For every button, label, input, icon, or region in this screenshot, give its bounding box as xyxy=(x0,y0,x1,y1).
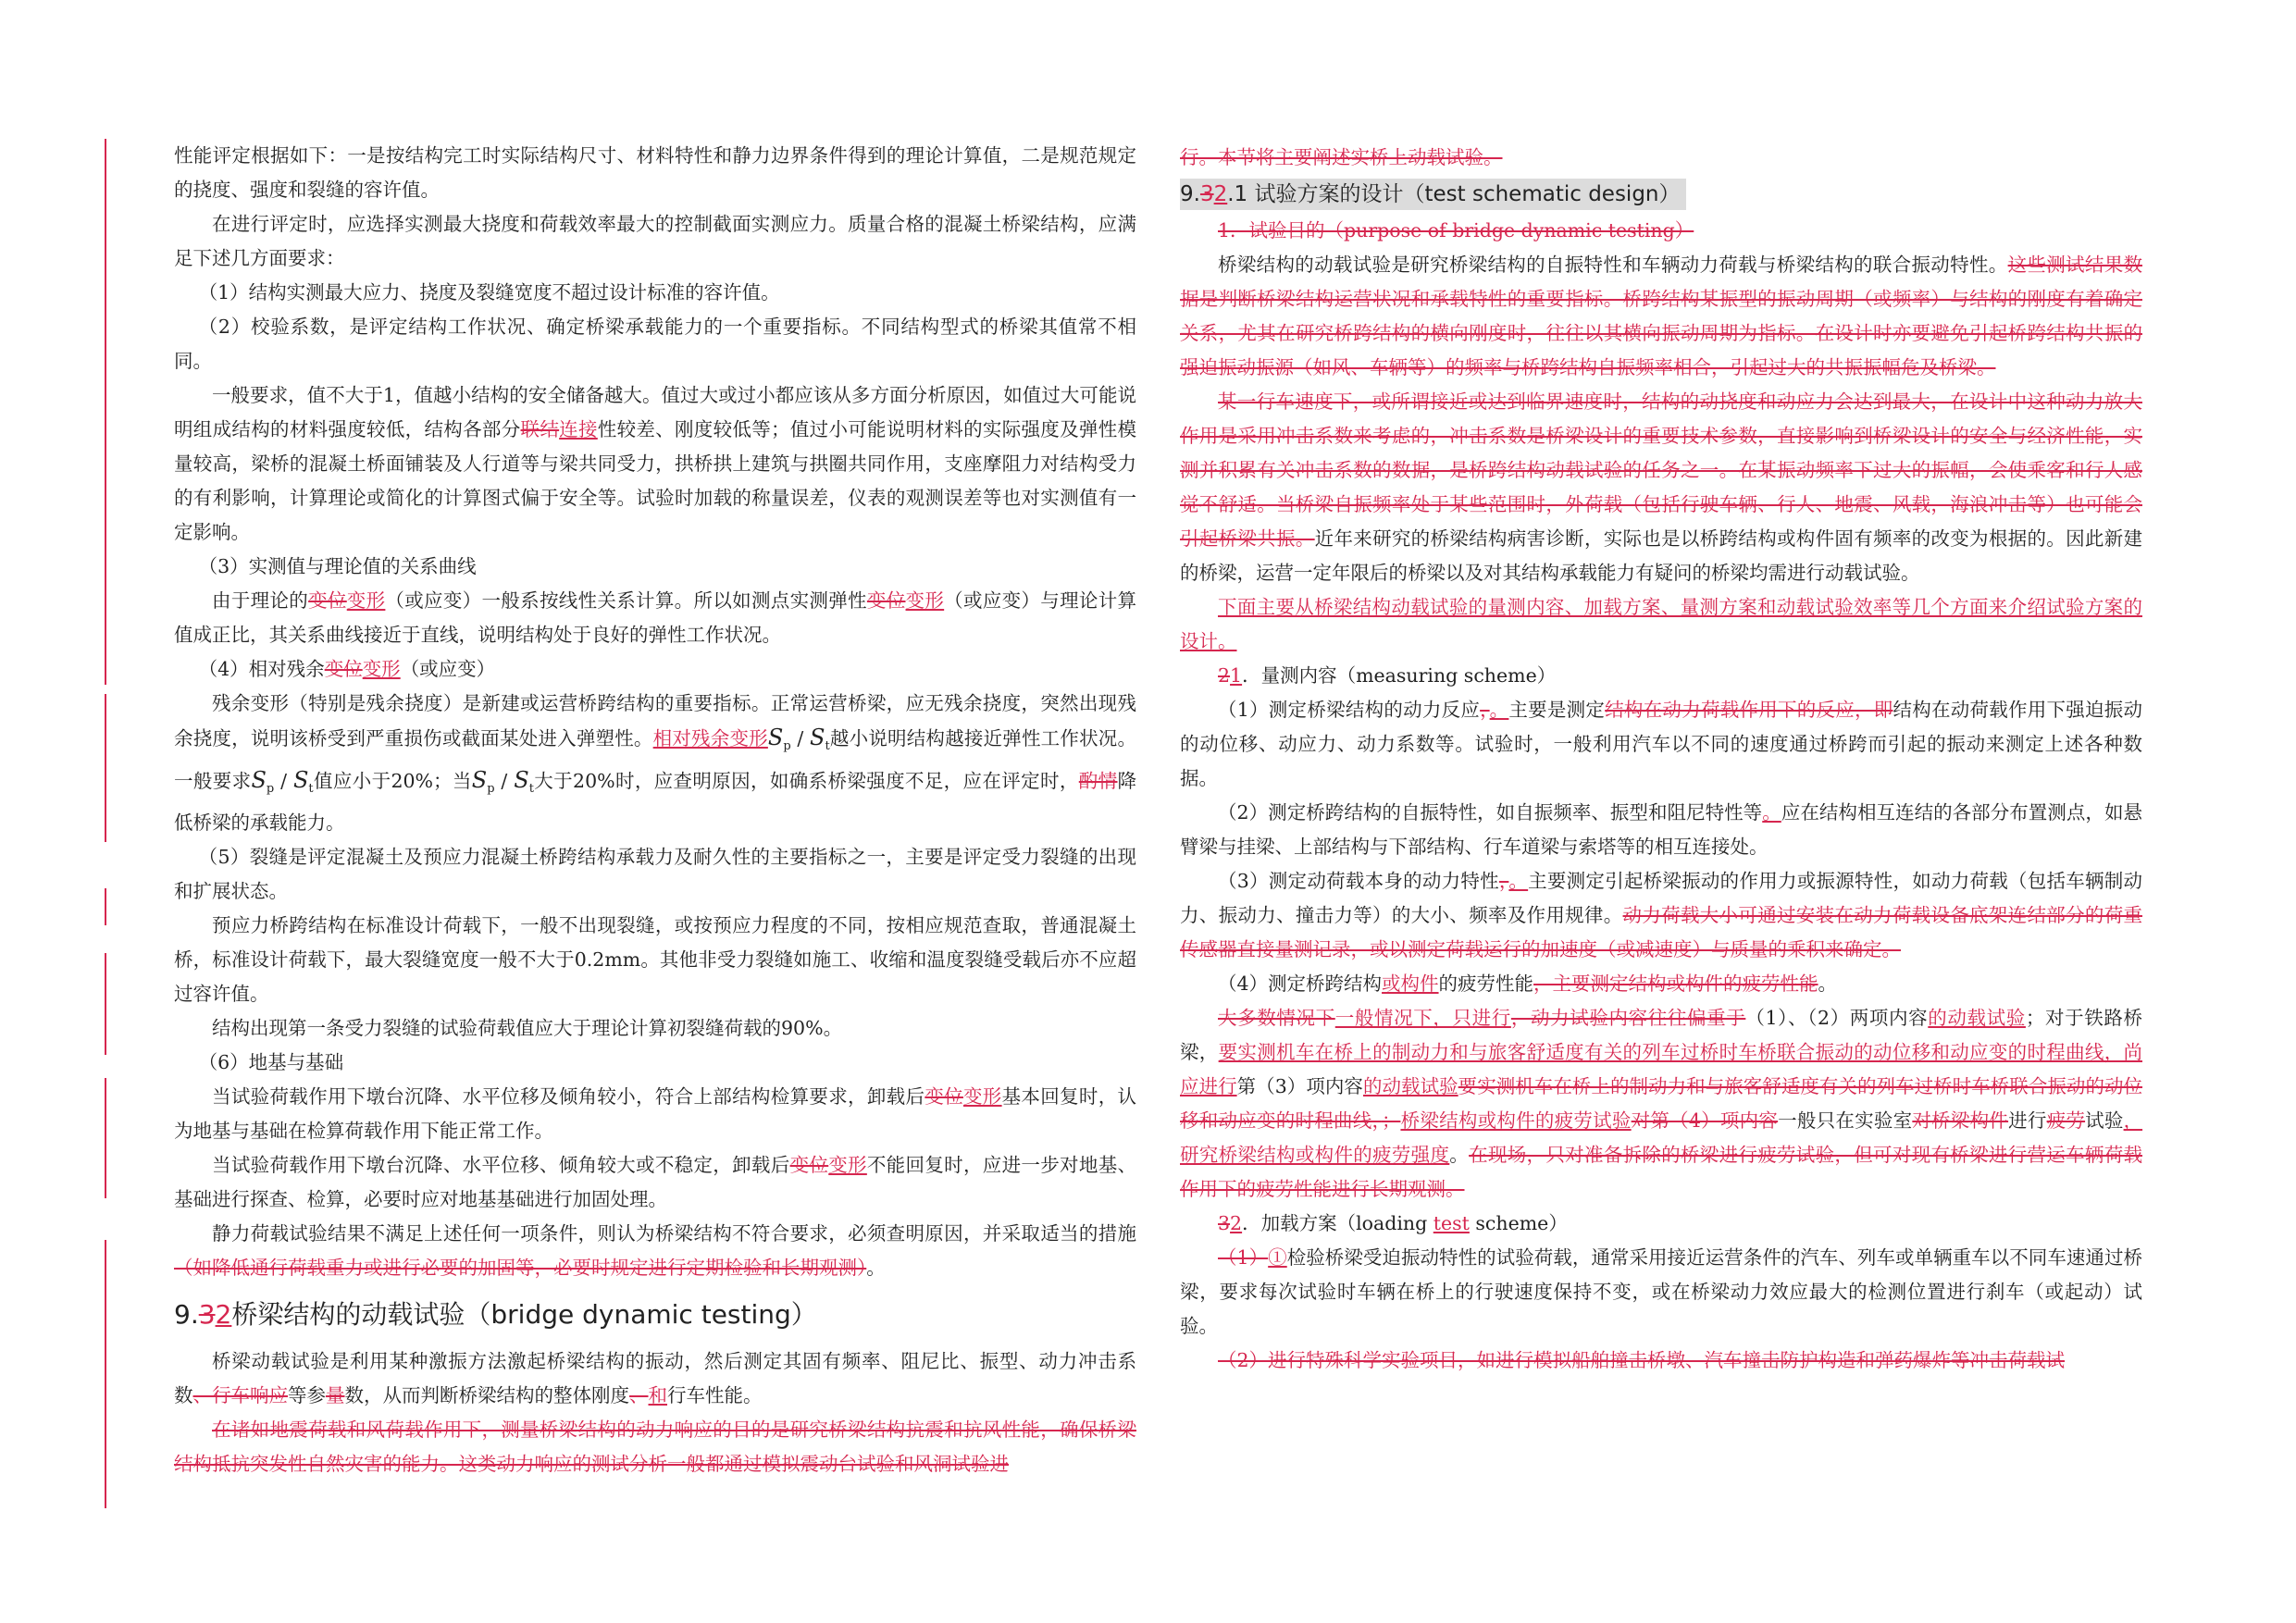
paragraph: 下面主要从桥梁结构动载试验的量测内容、加载方案、量测方案和动载试验效率等几个方面来介绍试验方案的设计。 xyxy=(1180,596,2142,652)
paragraph: 21．量测内容（measuring scheme） xyxy=(1218,664,1557,687)
paragraph: 32．加载方案（loading test scheme） xyxy=(1218,1212,1568,1234)
paragraph: 静力荷载试验结果不满足上述任何一项条件，则认为桥梁结构不符合要求，必须查明原因，并采取适当的措施（如降低通行荷载重力或进行必要的加固等，必要时规定进行定期检验和长期观测）。 xyxy=(174,1222,1136,1279)
paragraph: （2）测定桥跨结构的自振特性，如自振频率、振型和阻尼特性等。应在结构相互连结的各部分布置测点，如悬臂梁与挂梁、上部结构与下部结构、行车道梁与索塔等的相互连接处。 xyxy=(1180,801,2143,858)
paragraph: （4）测定桥跨结构或构件的疲劳性能，主要测定结构或构件的疲劳性能。 xyxy=(1218,973,1838,995)
paragraph: （2）进行特殊科学实验项目，如进行模拟船舶撞击桥墩、汽车撞击防护构造和弹药爆炸等冲击荷载试 xyxy=(1218,1349,2066,1371)
paragraph: 当试验荷载作用下墩台沉降、水平位移及倾角较小，符合上部结构检算要求，卸载后变位变形基本回复时，认为地基与基础在检算荷载作用下能正常工作。 xyxy=(174,1085,1137,1142)
paragraph: 1．试验目的（purpose of bridge dynamic testing） xyxy=(1218,219,1694,242)
left-column xyxy=(174,139,1136,1481)
paragraph: （1）结构实测最大应力、挠度及裂缝宽度不超过设计标准的容许值。 xyxy=(198,281,780,304)
section-heading: 9.32桥梁结构的动载试验（bridge dynamic testing） xyxy=(174,1299,817,1330)
paragraph: 行。本节将主要阐述实桥上动载试验。 xyxy=(1180,146,1503,168)
paragraph: 桥梁动载试验是利用某种激振方法激起桥梁结构的振动，然后测定其固有频率、阻尼比、振型、动力冲击系数、行车响应等参量数，从而判断桥梁结构的整体刚度、和行车性能。 xyxy=(174,1350,1136,1406)
paragraph: 预应力桥跨结构在标准设计荷载下，一般不出现裂缝，或按预应力程度的不同，按相应规范查取，普通混凝土桥，标准设计荷载下，最大裂缝宽度一般不大于0.2mm。其他非受力裂缝如施工、收缩和温度裂缝受载后亦不应超过容许值。 xyxy=(174,914,1136,1005)
paragraph: 在进行评定时，应选择实测最大挠度和荷载效率最大的控制截面实测应力。质量合格的混凝土桥梁结构，应满足下述几方面要求： xyxy=(174,213,1136,269)
paragraph: （3）实测值与理论值的关系曲线 xyxy=(198,555,477,577)
paragraph: 在诸如地震荷载和风荷载作用下，测量桥梁结构的动力响应的目的是研究桥梁结构抗震和抗风性能，确保桥梁结构抵抗突发性自然灾害的能力。这类动力响应的测试分析一般都通过模拟震动台试验和风洞试验进 xyxy=(174,1419,1136,1475)
paragraph: （3）测定动荷载本身的动力特性，。主要测定引起桥梁振动的作用力或振源特性，如动力荷载（包括车辆制动力、振动力、撞击力等）的大小、频率及作用规律。动力荷载大小可通过安装在动力荷载设备底架连结部分的荷重传感器直接量测记录，或以测定荷载运行的加速度（或减速度）与质量的乘积来确定。 xyxy=(1180,870,2143,960)
paragraph: 当试验荷载作用下墩台沉降、水平位移、倾角较大或不稳定，卸载后变位变形不能回复时，应进一步对地基、基础进行探查、检算，必要时应对地基基础进行加固处理。 xyxy=(174,1154,1137,1210)
paragraph: 某一行车速度下，或所谓接近或达到临界速度时，结构的动挠度和动应力会达到最大，在设计中这种动力放大作用是采用冲击系数来考虑的，冲击系数是桥梁设计的重要技术参数，直接影响到桥梁设计的安全与经济性能，实测并积累有关冲击系数的数据，是桥跨结构动载试验的任务之一。在某振动频率下过大的振幅，会使乘客和行人感觉不舒适。当桥梁自振频率处于某些范围时，外荷载（包括行驶车辆、行人、地震、风载，海浪冲击等）也可能会引起桥梁共振。近年来研究的桥梁结构病害诊断，实际也是以桥跨结构或构件固有频率的改变为根据的。因此新建的桥梁，运营一定年限后的桥梁以及对其结构承载能力有疑问的桥梁均需进行动载试验。 xyxy=(1180,390,2143,584)
change-bar xyxy=(105,694,106,842)
change-bar xyxy=(105,888,106,925)
paragraph: 残余变形（特别是残余挠度）是新建或运营桥跨结构的重要指标。正常运营桥梁，应无残余挠度，突然出现残余挠度，说明该桥受到严重损伤或截面某处进入弹塑性。相对残余变形$S_p / S_t$越小说明结构越接近弹性工作状况。一般要求$S_p / S_t$值应小于20%；当$S_p / S_t$大于20%时，应查明原因，如确系桥梁强度不足，应在评定时，酌情降低桥梁的承载能力。 xyxy=(174,692,1136,834)
right-column xyxy=(1180,141,2142,1378)
change-bar xyxy=(105,1078,106,1198)
paragraph: （2）校验系数，是评定结构工作状况、确定桥梁承载能力的一个重要指标。不同结构型式的桥梁其值常不相同。 xyxy=(174,316,1136,372)
paragraph: （1）①检验桥梁受迫振动特性的试验荷载，通常采用接近运营条件的汽车、列车或单辆重车以不同车速通过桥梁，要求每次试验时车辆在桥上的行驶速度保持不变，或在桥梁动力效应最大的检测位置进行刹车（或起动）试验。 xyxy=(1180,1246,2143,1337)
subsection-heading: 9.32.1 试验方案的设计（test schematic design） xyxy=(1180,175,2142,214)
paragraph: 结构出现第一条受力裂缝的试验荷载值应大于理论计算初裂缝荷载的90%。 xyxy=(212,1017,843,1039)
paragraph: 性能评定根据如下：一是按结构完工时实际结构尺寸、材料特性和静力边界条件得到的理论计算值，二是规范规定的挠度、强度和裂缝的容许值。 xyxy=(174,144,1136,201)
change-bar xyxy=(105,1240,106,1508)
paragraph: （4）相对残余变位变形（或应变） xyxy=(198,658,496,680)
paragraph: （1）测定桥梁结构的动力反应，。主要是测定结构在动力荷载作用下的反应，即结构在动荷载作用下强迫振动的动位移、动应力、动力系数等。试验时，一般利用汽车以不同的速度通过桥跨而引起的振动来测定上述各种数据。 xyxy=(1180,699,2143,789)
change-bar xyxy=(105,139,106,685)
paragraph: 桥梁结构的动载试验是研究桥梁结构的自振特性和车辆动力荷载与桥梁结构的联合振动特性。这些测试结果数据是判断桥梁结构运营状况和承载特性的重要指标。桥跨结构某振型的振动周期（或频率）与结构的刚度有着确定关系，尤其在研究桥跨结构的横向刚度时，往往以其横向振动周期为指标。在设计时亦要避免引起桥跨结构共振的强迫振动振源（如风、车辆等）的频率与桥跨结构自振频率相合，引起过大的共振振幅危及桥梁。 xyxy=(1180,254,2143,378)
paragraph: 大多数情况下一般情况下，只进行，动力试验内容往往偏重于（1）、（2）两项内容的动载试验；对于铁路桥梁，要实测机车在桥上的制动力和与旅客舒适度有关的列车过桥时车桥联合振动的动位移和动应变的时程曲线，尚应进行第（3）项内容的动载试验要实测机车在桥上的制动力和与旅客舒适度有关的列车过桥时车桥联合振动的动位移和动应变的时程曲线，；桥梁结构或构件的疲劳试验对第（4）项内容一般只在实验室对桥梁构件进行疲劳试验，研究桥梁结构或构件的疲劳强度。在现场，只对准备拆除的桥梁进行疲劳试验，但可对现有桥梁进行营运车辆荷载作用下的疲劳性能进行长期观测。 xyxy=(1180,1007,2143,1200)
paragraph: （6）地基与基础 xyxy=(198,1051,344,1073)
paragraph: 一般要求，值不大于1，值越小结构的安全储备越大。值过大或过小都应该从多方面分析原因，如值过大可能说明组成结构的材料强度较低，结构各部分联结连接性较差、刚度较低等；值过小可能说明材料的实际强度及弹性模量较高，梁桥的混凝土桥面铺装及人行道等与梁共同受力，拱桥拱上建筑与拱圈共同作用，支座摩阻力对结构受力的有利影响，计算理论或简化的计算图式偏于安全等。试验时加载的称量误差，仪表的观测误差等也对实测值有一定影响。 xyxy=(174,384,1137,543)
paragraph: 由于理论的变位变形（或应变）一般系按线性关系计算。所以如测点实测弹性变位变形（或应变）与理论计算值成正比，其关系曲线接近于直线，说明结构处于良好的弹性工作状况。 xyxy=(174,589,1137,646)
paragraph: （5）裂缝是评定混凝土及预应力混凝土桥跨结构承载力及耐久性的主要指标之一，主要是评定受力裂缝的出现和扩展状态。 xyxy=(174,846,1136,902)
change-bar xyxy=(105,953,106,1055)
